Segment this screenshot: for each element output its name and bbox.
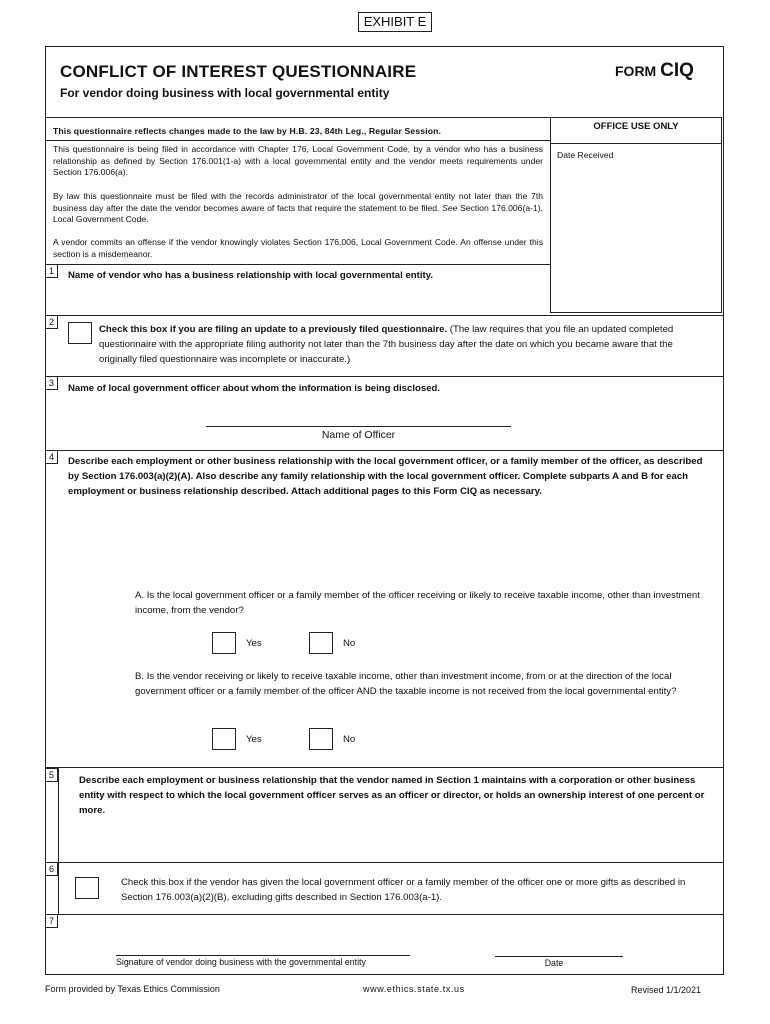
intro-para-2	[53, 191, 543, 226]
office-use-header: OFFICE USE ONLY	[550, 117, 722, 144]
question-a-yes-checkbox[interactable]	[212, 632, 236, 654]
section-6-number: 6	[45, 862, 58, 876]
date-received-label: Date Received	[557, 150, 614, 160]
intro-para-2-see: See	[442, 202, 458, 213]
section-7-divider	[45, 914, 724, 915]
form-prefix: FORM	[615, 63, 657, 79]
section-5-margin-line	[58, 768, 59, 862]
officer-name-line	[206, 426, 511, 427]
vendor-name-field[interactable]	[68, 286, 544, 310]
section-3-number: 3	[45, 376, 58, 390]
form-title: CONFLICT OF INTEREST QUESTIONNAIRE	[60, 62, 417, 81]
section-4-number: 4	[45, 450, 58, 464]
date-field[interactable]	[495, 936, 623, 956]
section-4-divider	[45, 450, 724, 451]
footer-revision: Revised 1/1/2021	[631, 985, 702, 995]
intro-para-3: A vendor commits an offense if the vendor knowingly violates Section 176.006, Local Government Code. An offense under this section is a misdemeanor.	[53, 237, 543, 259]
question-b-no-label: No	[343, 734, 356, 745]
date-label: Date	[544, 958, 564, 968]
section-3-divider	[45, 376, 724, 377]
section-2-divider	[45, 315, 724, 316]
section-6-margin-line	[58, 862, 59, 914]
section-1-number: 1	[45, 264, 58, 278]
officer-name-label: Name of Officer	[321, 429, 396, 441]
intro-para-1: This questionnaire is being filed in accordance with Chapter 176, Local Government Code, by a vendor who has a business relationship as defined by Section 176.001(1-a) with a local governmental entity and the vendor meets requirements under Section 176.006(a).	[53, 144, 543, 177]
exhibit-label: EXHIBIT E	[358, 12, 432, 32]
section-2-number: 2	[45, 315, 58, 329]
header-divider	[45, 117, 550, 118]
section-1-divider	[45, 264, 550, 265]
law-note: This questionnaire reflects changes made to the law by H.B. 23, 84th Leg., Regular Session.	[53, 126, 442, 136]
question-a-no-checkbox[interactable]	[309, 632, 333, 654]
section-2-rest-text: (The law requires that you file an updated completed questionnaire with the appropriate filing authority not later than the 7th business day after the date on which you became aware that the originally filed questionnaire was incomplete or inaccurate.)	[99, 324, 674, 365]
intro-para-2-b: Section 176.006(a-1), Local Government Code.	[53, 202, 543, 224]
signature-label: Signature of vendor doing business with the governmental entity	[116, 957, 366, 967]
signature-field[interactable]	[116, 934, 410, 955]
section-2-bold-text: Check this box if you are filing an update to a previously filed questionnaire.	[99, 324, 448, 335]
question-a-no-label: No	[343, 638, 356, 649]
section-6-divider	[45, 862, 724, 863]
signature-line	[116, 955, 410, 956]
office-use-box	[550, 117, 722, 313]
section-1-label: Name of vendor who has a business relationship with local governmental entity.	[68, 270, 433, 281]
officer-name-field[interactable]	[206, 404, 511, 426]
section-7-number: 7	[45, 914, 58, 928]
form-code-label	[615, 60, 694, 82]
section-5-label: Describe each employment or business relationship that the vendor named in Section 1 maintains with a corporation or other business entity with respect to which the local government officer serves as an officer or director, or holds an ownership interest of one percent or more.	[79, 775, 705, 816]
question-b: B. Is the vendor receiving or likely to receive taxable income, other than investment income, from or at the direction of the local government officer or a family member of the officer AND the taxable income is not received from the local governmental entity?	[135, 671, 677, 697]
question-a-yes-label: Yes	[246, 638, 262, 649]
form-subtitle: For vendor doing business with local governmental entity	[60, 86, 390, 100]
intro-para-2-a: By law this questionnaire must be filed with the records administrator of the local governmental entity not later than the 7th business day after the date the vendor becomes aware of facts that require the statement to be filed.	[53, 191, 543, 213]
section-5-number: 5	[45, 768, 58, 782]
section-5-divider	[45, 767, 724, 768]
relationship-description-field[interactable]	[68, 515, 714, 583]
date-line	[495, 956, 623, 957]
update-checkbox[interactable]	[68, 322, 92, 344]
law-note-divider	[45, 140, 550, 141]
question-a: A. Is the local government officer or a family member of the officer receiving or likely to receive taxable income, other than investment income, from the vendor?	[135, 590, 700, 616]
footer-provider: Form provided by Texas Ethics Commission	[45, 984, 220, 994]
footer-website[interactable]: www.ethics.state.tx.us	[363, 984, 465, 994]
entity-description-field[interactable]	[79, 820, 713, 858]
section-3-label: Name of local government officer about whom the information is being disclosed.	[68, 383, 441, 394]
gift-checkbox[interactable]	[75, 877, 99, 899]
section-4-label: Describe each employment or other business relationship with the local government officer, or a family member of the officer, as described by Section 176.003(a)(2)(A). Also describe any family relationship with the local government officer. Complete subparts A and B for each employment or business relationship described. Attach additional pages to this Form CIQ as necessary.	[68, 456, 703, 497]
section-2-text	[99, 322, 711, 367]
question-b-no-checkbox[interactable]	[309, 728, 333, 750]
section-6-text: Check this box if the vendor has given the local government officer or a family member of the officer one or more gifts as described in Section 176.003(a)(2)(B), excluding gifts described in Section 176.003(a-1).	[121, 877, 686, 903]
form-code: CIQ	[660, 60, 694, 81]
question-b-yes-label: Yes	[246, 734, 262, 745]
question-b-yes-checkbox[interactable]	[212, 728, 236, 750]
